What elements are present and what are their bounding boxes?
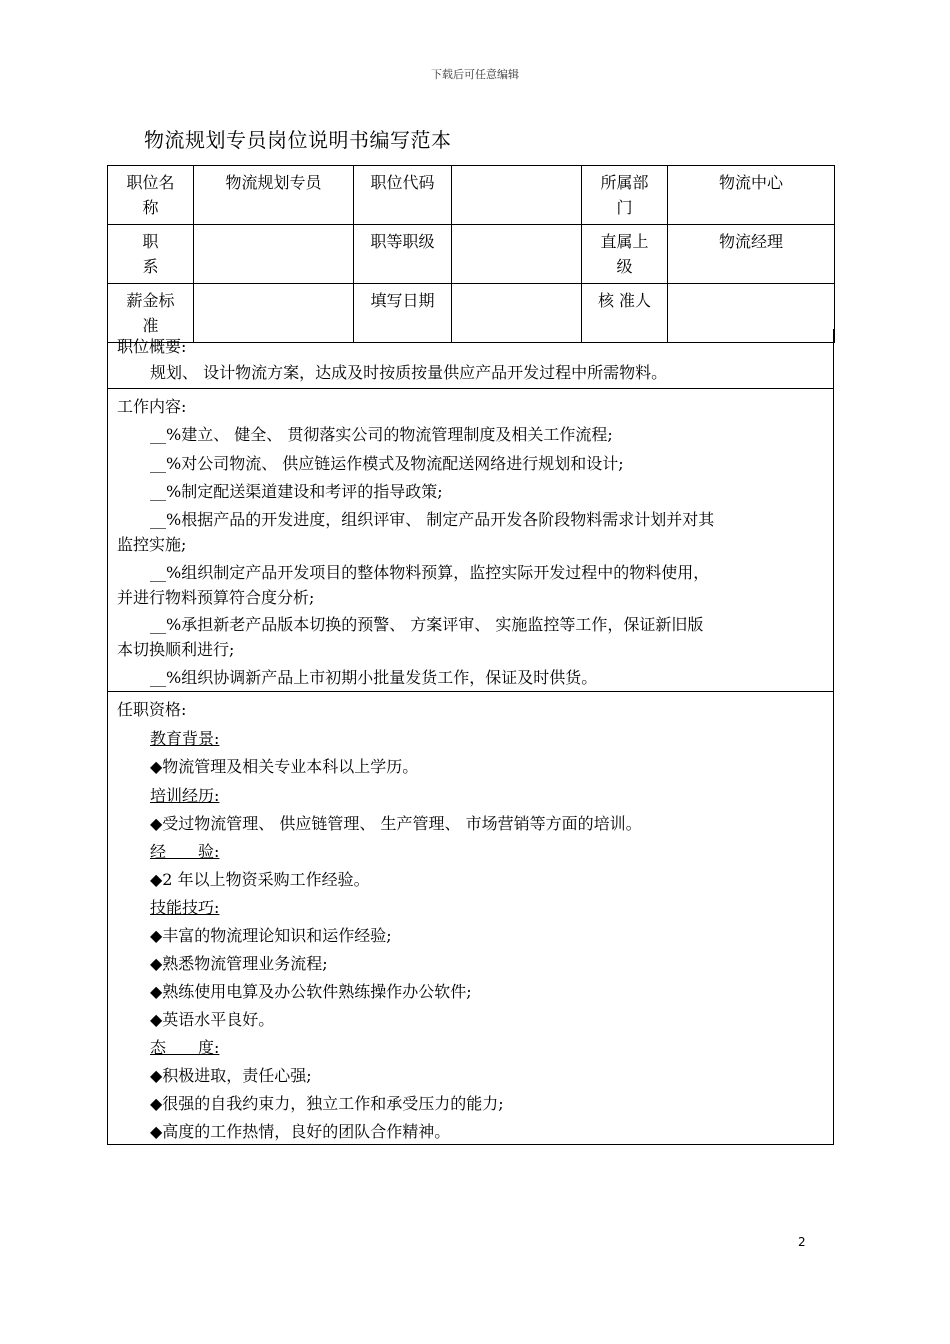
duty-item: __%建立、 健全、 贯彻落实公司的物流管理制度及相关工作流程; <box>150 425 613 444</box>
duties-section <box>107 389 834 692</box>
table-row <box>108 166 835 225</box>
skill-item: ◆熟悉物流管理业务流程; <box>150 954 328 973</box>
duty-item: __%组织制定产品开发项目的整体物料预算，监控实际开发过程中的物料使用， <box>150 563 710 582</box>
position-name-label: 职位名称 <box>108 166 194 225</box>
qualifications-section <box>107 692 834 1145</box>
attitude-item: ◆高度的工作热情，良好的团队合作精神。 <box>150 1122 451 1141</box>
skills-heading: 技能技巧: <box>150 898 220 917</box>
job-family-label: 职 系 <box>108 225 194 284</box>
overview-text: 规划、 设计物流方案，达成及时按质按量供应产品开发过程中所需物料。 <box>150 363 668 382</box>
table-row <box>108 225 835 284</box>
qualifications-label: 任职资格: <box>117 700 187 719</box>
duty-item: __%承担新老产品版本切换的预警、 方案评审、 实施监控等工作，保证新旧版 <box>150 615 704 634</box>
document-title: 物流规划专员岗位说明书编写范本 <box>144 128 452 152</box>
experience-heading: 经 验: <box>150 842 220 861</box>
duty-item-continuation: 监控实施; <box>117 535 187 554</box>
education-heading: 教育背景: <box>150 729 220 748</box>
approver-label: 核 准人 <box>582 284 668 343</box>
attitude-heading: 态 度: <box>150 1038 220 1057</box>
department-label: 所属部门 <box>582 166 668 225</box>
duty-item: __%组织协调新产品上市初期小批量发货工作，保证及时供货。 <box>150 668 598 687</box>
grade-label: 职等职级 <box>354 225 452 284</box>
superior-label: 直属上级 <box>582 225 668 284</box>
salary-label: 薪金标准 <box>108 284 194 343</box>
position-code-label: 职位代码 <box>354 166 452 225</box>
fill-date-label: 填写日期 <box>354 284 452 343</box>
duties-label: 工作内容: <box>117 397 187 416</box>
skill-item: ◆英语水平良好。 <box>150 1010 275 1029</box>
training-heading: 培训经历: <box>150 786 220 805</box>
attitude-item: ◆很强的自我约束力，独立工作和承受压力的能力; <box>150 1094 504 1113</box>
department-value: 物流中心 <box>668 166 835 225</box>
skill-item: ◆熟练使用电算及办公软件熟练操作办公软件; <box>150 982 472 1001</box>
grade-value <box>452 225 582 284</box>
education-item: ◆物流管理及相关专业本科以上学历。 <box>150 757 419 776</box>
page-number: 2 <box>798 1235 806 1249</box>
experience-item: ◆2 年以上物资采购工作经验。 <box>150 870 370 889</box>
duty-item: __%对公司物流、 供应链运作模式及物流配送网络进行规划和设计; <box>150 454 624 473</box>
overview-section <box>107 329 834 389</box>
header-note: 下载后可任意编辑 <box>431 68 519 81</box>
overview-label: 职位概要: <box>117 337 187 356</box>
job-family-value <box>194 225 354 284</box>
superior-value: 物流经理 <box>668 225 835 284</box>
duty-item-continuation: 并进行物料预算符合度分析; <box>117 588 315 607</box>
duty-item: __%制定配送渠道建设和考评的指导政策; <box>150 482 443 501</box>
attitude-item: ◆积极进取，责任心强; <box>150 1066 312 1085</box>
job-info-table <box>107 165 835 343</box>
training-item: ◆受过物流管理、 供应链管理、 生产管理、 市场营销等方面的培训。 <box>150 814 642 833</box>
position-name-value: 物流规划专员 <box>194 166 354 225</box>
position-code-value <box>452 166 582 225</box>
skill-item: ◆丰富的物流理论知识和运作经验; <box>150 926 392 945</box>
duty-item-continuation: 本切换顺利进行; <box>117 640 235 659</box>
duty-item: __%根据产品的开发进度，组织评审、 制定产品开发各阶段物料需求计划并对其 <box>150 510 715 529</box>
